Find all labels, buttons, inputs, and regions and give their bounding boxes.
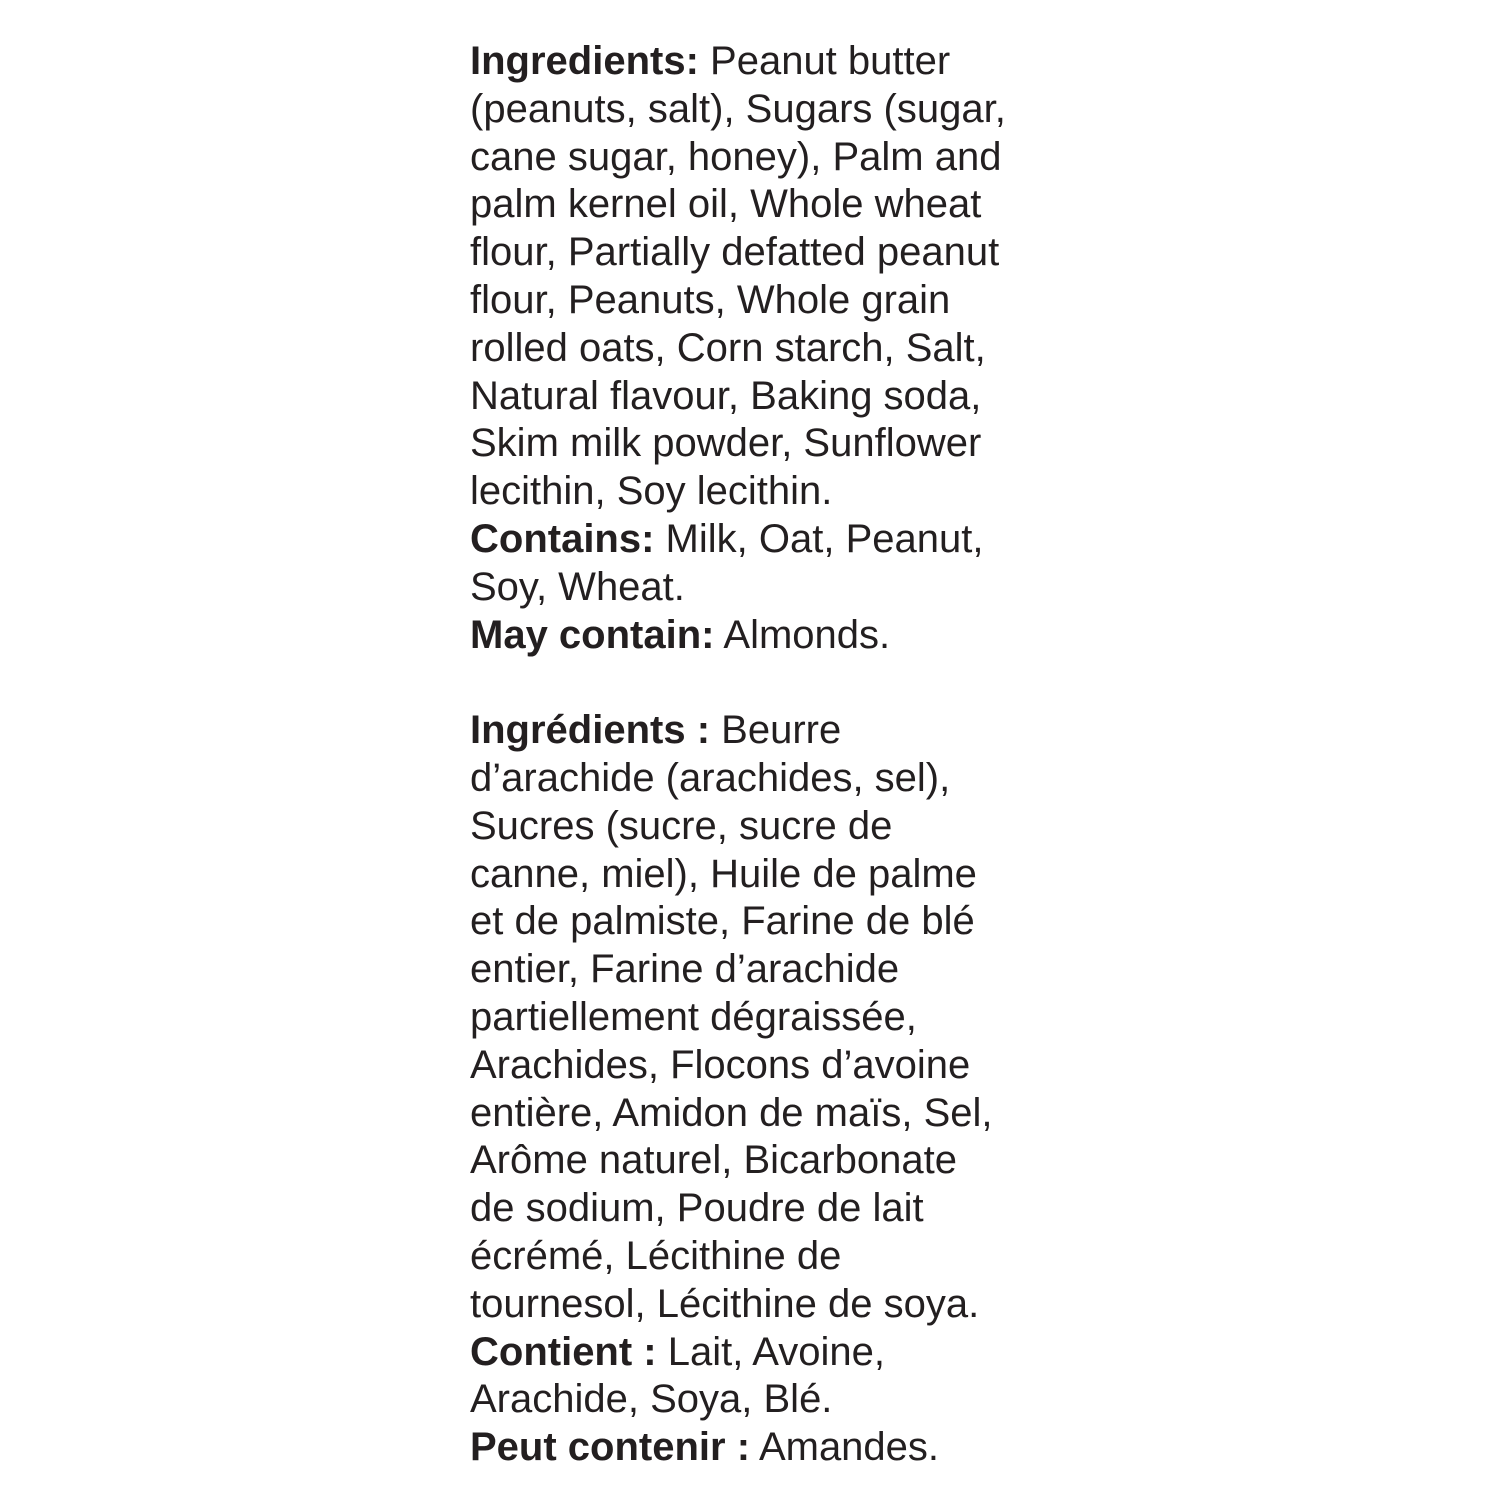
english-ingredients-line: Skim milk powder, Sunflower (470, 421, 982, 466)
french-ingredients-line-1 (470, 707, 1050, 755)
french-ingredients-text: Beurre (710, 708, 842, 753)
french-ingredients-line: de sodium, Poudre de lait (470, 1186, 924, 1231)
english-contains-line: Soy, Wheat. (470, 564, 685, 609)
french-ingredients-line: et de palmiste, Farine de blé (470, 899, 975, 944)
english-ingredients-line: (peanuts, salt), Sugars (sugar, (470, 86, 1006, 131)
english-ingredients-heading: Ingredients: (470, 39, 699, 83)
english-may-contain-section (470, 612, 1050, 660)
french-ingredients-line: écrémé, Lécithine de (470, 1233, 842, 1278)
french-ingredients-line: Arôme naturel, Bicarbonate (470, 1138, 957, 1183)
english-contains-heading: Contains: (470, 516, 655, 561)
english-ingredients-section (470, 38, 1050, 516)
english-contains-section (470, 516, 1050, 612)
section-divider-space (470, 659, 1050, 707)
french-contains-section (470, 1329, 1050, 1425)
english-contains-line-1 (470, 516, 1050, 564)
french-ingredients-line: Arachides, Flocons d’avoine (470, 1042, 971, 1087)
french-contains-heading: Contient : (470, 1329, 657, 1374)
french-may-contain-heading: Peut contenir : (470, 1425, 751, 1470)
ingredient-label (470, 38, 1050, 1472)
french-contains-line: Arachide, Soya, Blé. (470, 1377, 833, 1422)
english-ingredients-line: flour, Peanuts, Whole grain (470, 277, 951, 322)
french-may-contain-text: Amandes. (750, 1425, 940, 1470)
english-ingredients-line: palm kernel oil, Whole wheat (470, 182, 982, 227)
english-may-contain-line (470, 612, 1050, 660)
french-contains-text: Lait, Avoine, (656, 1329, 885, 1374)
french-ingredients-line: d’arachide (arachides, sel), (470, 755, 951, 800)
english-ingredients-line-1 (470, 38, 1050, 86)
english-ingredients-line: flour, Partially defatted peanut (470, 230, 1000, 275)
french-ingredients-line: canne, miel), Huile de palme (470, 851, 977, 896)
english-ingredients-text: Peanut butter (698, 39, 951, 83)
french-may-contain-section (470, 1424, 1050, 1472)
french-ingredients-line: Sucres (sucre, sucre de (470, 803, 893, 848)
english-ingredients-line: lecithin, Soy lecithin. (470, 469, 833, 514)
english-may-contain-heading: May contain: (470, 612, 715, 657)
french-ingredients-section (470, 707, 1050, 1328)
english-ingredients-line: cane sugar, honey), Palm and (470, 134, 1002, 179)
english-contains-text: Milk, Oat, Peanut, (654, 516, 984, 561)
french-contains-line-1 (470, 1329, 1050, 1377)
french-ingredients-line: entier, Farine d’arachide (470, 947, 900, 992)
french-ingredients-line: entière, Amidon de maïs, Sel, (470, 1090, 993, 1135)
french-may-contain-line (470, 1424, 1050, 1472)
french-ingredients-line: tournesol, Lécithine de soya. (470, 1281, 980, 1326)
english-ingredients-line: rolled oats, Corn starch, Salt, (470, 325, 986, 370)
french-ingredients-line: partiellement dégraissée, (470, 994, 917, 1039)
english-ingredients-line: Natural flavour, Baking soda, (470, 373, 982, 418)
french-ingredients-heading: Ingrédients : (470, 708, 711, 753)
english-may-contain-text: Almonds. (714, 612, 891, 657)
